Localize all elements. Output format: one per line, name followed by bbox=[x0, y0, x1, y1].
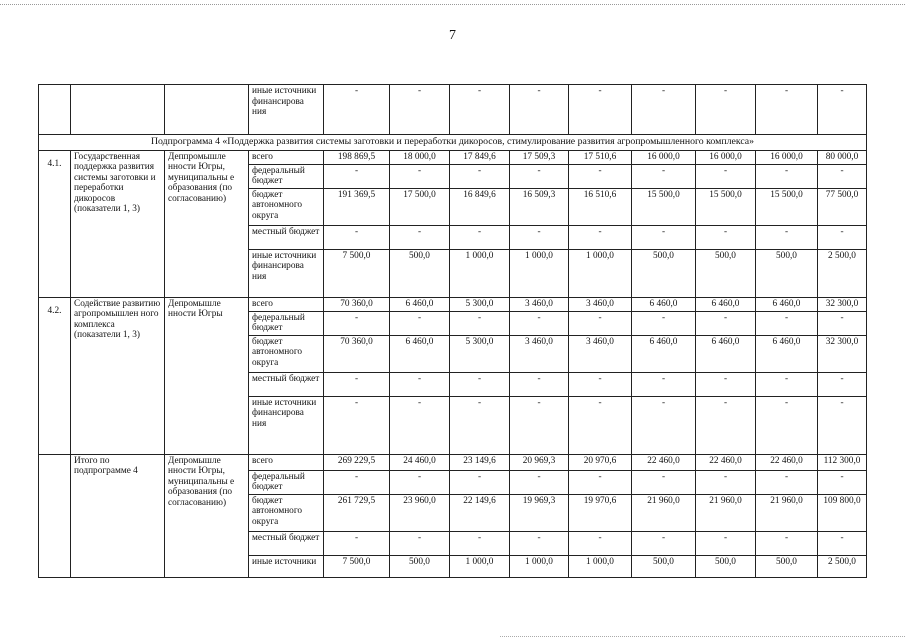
value-cell: 20 970,6 bbox=[569, 454, 632, 470]
value-cell: - bbox=[390, 164, 450, 188]
value-cell: - bbox=[390, 396, 450, 454]
value-cell: 500,0 bbox=[390, 555, 450, 577]
value-cell: - bbox=[569, 531, 632, 555]
source-cell: федеральный бюджет bbox=[249, 470, 324, 494]
value-cell: - bbox=[696, 470, 756, 494]
value-cell: - bbox=[510, 85, 569, 135]
source-cell: бюджет автономного округа bbox=[249, 335, 324, 372]
value-cell: 6 460,0 bbox=[632, 297, 696, 311]
value-cell: - bbox=[632, 85, 696, 135]
value-cell: - bbox=[632, 396, 696, 454]
value-cell: - bbox=[756, 531, 818, 555]
value-cell: - bbox=[324, 164, 390, 188]
value-cell: - bbox=[450, 531, 510, 555]
value-cell: 5 300,0 bbox=[450, 297, 510, 311]
value-cell: 500,0 bbox=[756, 555, 818, 577]
row-executor-cell: Депромышле нности Югры, муниципальны е образования (по согласованию) bbox=[165, 454, 249, 577]
value-cell: - bbox=[324, 396, 390, 454]
value-cell: - bbox=[569, 311, 632, 335]
value-cell: - bbox=[390, 531, 450, 555]
value-cell: 6 460,0 bbox=[390, 297, 450, 311]
value-cell: 500,0 bbox=[632, 555, 696, 577]
value-cell: - bbox=[696, 85, 756, 135]
value-cell: 17 849,6 bbox=[450, 150, 510, 164]
value-cell: - bbox=[632, 311, 696, 335]
value-cell: - bbox=[390, 85, 450, 135]
value-cell: - bbox=[696, 396, 756, 454]
value-cell: 16 000,0 bbox=[756, 150, 818, 164]
value-cell: 6 460,0 bbox=[756, 335, 818, 372]
value-cell: 20 969,3 bbox=[510, 454, 569, 470]
row-number-cell: 4.1. bbox=[39, 150, 71, 297]
subprogram-title: Подпрограмма 4 «Поддержка развития системы заготовки и переработки дикоросов, стимулирование развития агропромышленного комплекса» bbox=[39, 135, 867, 151]
value-cell: - bbox=[510, 311, 569, 335]
value-cell: 15 500,0 bbox=[696, 188, 756, 225]
value-cell: - bbox=[756, 225, 818, 249]
row-executor-cell bbox=[165, 85, 249, 135]
value-cell: - bbox=[632, 470, 696, 494]
value-cell: - bbox=[756, 311, 818, 335]
value-cell: - bbox=[510, 164, 569, 188]
value-cell: - bbox=[390, 470, 450, 494]
value-cell: - bbox=[324, 531, 390, 555]
value-cell: 500,0 bbox=[696, 555, 756, 577]
value-cell: - bbox=[324, 311, 390, 335]
value-cell: 112 300,0 bbox=[818, 454, 867, 470]
value-cell: 22 460,0 bbox=[756, 454, 818, 470]
value-cell: 500,0 bbox=[696, 249, 756, 297]
value-cell: 16 849,6 bbox=[450, 188, 510, 225]
value-cell: 3 460,0 bbox=[569, 297, 632, 311]
value-cell: - bbox=[450, 396, 510, 454]
value-cell: 17 509,3 bbox=[510, 150, 569, 164]
value-cell: 500,0 bbox=[632, 249, 696, 297]
value-cell: - bbox=[632, 372, 696, 396]
value-cell: 17 510,6 bbox=[569, 150, 632, 164]
row-name-cell: Итого по подпрограмме 4 bbox=[71, 454, 165, 577]
value-cell: - bbox=[324, 85, 390, 135]
source-cell: бюджет автономного округа bbox=[249, 188, 324, 225]
value-cell: - bbox=[324, 372, 390, 396]
value-cell: - bbox=[818, 372, 867, 396]
value-cell: 16 000,0 bbox=[696, 150, 756, 164]
value-cell: - bbox=[756, 372, 818, 396]
value-cell: 3 460,0 bbox=[510, 335, 569, 372]
value-cell: - bbox=[632, 225, 696, 249]
row-number-cell: 4.2. bbox=[39, 297, 71, 454]
value-cell: 1 000,0 bbox=[450, 555, 510, 577]
row-number-cell bbox=[39, 85, 71, 135]
value-cell: - bbox=[696, 311, 756, 335]
value-cell: - bbox=[756, 164, 818, 188]
value-cell: 21 960,0 bbox=[696, 494, 756, 531]
value-cell: 32 300,0 bbox=[818, 335, 867, 372]
source-cell: всего bbox=[249, 297, 324, 311]
value-cell: - bbox=[696, 372, 756, 396]
value-cell: 77 500,0 bbox=[818, 188, 867, 225]
value-cell: - bbox=[510, 470, 569, 494]
value-cell: - bbox=[818, 531, 867, 555]
value-cell: - bbox=[696, 531, 756, 555]
row-name-cell: Содействие развитию агропромышлен ного комплекса (показатели 1, 3) bbox=[71, 297, 165, 454]
value-cell: 7 500,0 bbox=[324, 555, 390, 577]
row-executor-cell: Депромышле нности Югры bbox=[165, 297, 249, 454]
value-cell: 2 500,0 bbox=[818, 555, 867, 577]
source-cell: федеральный бюджет bbox=[249, 311, 324, 335]
row-name-cell bbox=[71, 85, 165, 135]
value-cell: 16 509,3 bbox=[510, 188, 569, 225]
value-cell: 32 300,0 bbox=[818, 297, 867, 311]
source-cell: местный бюджет bbox=[249, 372, 324, 396]
value-cell: - bbox=[324, 470, 390, 494]
value-cell: - bbox=[696, 225, 756, 249]
value-cell: 261 729,5 bbox=[324, 494, 390, 531]
value-cell: 6 460,0 bbox=[390, 335, 450, 372]
value-cell: - bbox=[390, 225, 450, 249]
value-cell: 16 000,0 bbox=[632, 150, 696, 164]
value-cell: - bbox=[450, 470, 510, 494]
value-cell: - bbox=[756, 470, 818, 494]
value-cell: 3 460,0 bbox=[510, 297, 569, 311]
value-cell: 21 960,0 bbox=[632, 494, 696, 531]
value-cell: - bbox=[632, 164, 696, 188]
value-cell: - bbox=[390, 311, 450, 335]
value-cell: 6 460,0 bbox=[756, 297, 818, 311]
value-cell: - bbox=[756, 396, 818, 454]
value-cell: 15 500,0 bbox=[632, 188, 696, 225]
value-cell: - bbox=[450, 85, 510, 135]
value-cell: - bbox=[818, 164, 867, 188]
value-cell: 17 500,0 bbox=[390, 188, 450, 225]
value-cell: 3 460,0 bbox=[569, 335, 632, 372]
value-cell: 23 149,6 bbox=[450, 454, 510, 470]
value-cell: - bbox=[569, 396, 632, 454]
value-cell: - bbox=[569, 225, 632, 249]
table-row bbox=[39, 85, 867, 135]
source-cell: местный бюджет bbox=[249, 225, 324, 249]
value-cell: 24 460,0 bbox=[390, 454, 450, 470]
source-cell: всего bbox=[249, 150, 324, 164]
value-cell: - bbox=[450, 311, 510, 335]
value-cell: 1 000,0 bbox=[510, 249, 569, 297]
value-cell: 6 460,0 bbox=[696, 297, 756, 311]
value-cell: 198 869,5 bbox=[324, 150, 390, 164]
scan-artifact-top bbox=[0, 4, 905, 6]
row-executor-cell: Деппромышле нности Югры, муниципальны е образования (по согласованию) bbox=[165, 150, 249, 297]
value-cell: 1 000,0 bbox=[569, 249, 632, 297]
subprogram-header-row bbox=[39, 135, 867, 151]
table-row bbox=[39, 150, 867, 164]
value-cell: 15 500,0 bbox=[756, 188, 818, 225]
value-cell: 21 960,0 bbox=[756, 494, 818, 531]
value-cell: - bbox=[510, 531, 569, 555]
value-cell: 23 960,0 bbox=[390, 494, 450, 531]
value-cell: - bbox=[510, 396, 569, 454]
value-cell: 6 460,0 bbox=[632, 335, 696, 372]
source-cell: иные источники финансирова ния bbox=[249, 85, 324, 135]
value-cell: 1 000,0 bbox=[510, 555, 569, 577]
scan-artifact-bottom bbox=[500, 636, 905, 638]
value-cell: 22 460,0 bbox=[696, 454, 756, 470]
table-row bbox=[39, 454, 867, 470]
source-cell: местный бюджет bbox=[249, 531, 324, 555]
source-cell: иные источники bbox=[249, 555, 324, 577]
value-cell: - bbox=[510, 225, 569, 249]
value-cell: - bbox=[450, 372, 510, 396]
value-cell: 70 360,0 bbox=[324, 297, 390, 311]
value-cell: 109 800,0 bbox=[818, 494, 867, 531]
value-cell: 269 229,5 bbox=[324, 454, 390, 470]
value-cell: - bbox=[324, 225, 390, 249]
source-cell: иные источники финансирова ния bbox=[249, 396, 324, 454]
value-cell: - bbox=[569, 470, 632, 494]
value-cell: 1 000,0 bbox=[569, 555, 632, 577]
value-cell: 18 000,0 bbox=[390, 150, 450, 164]
value-cell: - bbox=[756, 85, 818, 135]
value-cell: 80 000,0 bbox=[818, 150, 867, 164]
value-cell: - bbox=[818, 85, 867, 135]
value-cell: - bbox=[390, 372, 450, 396]
value-cell: - bbox=[632, 531, 696, 555]
value-cell: - bbox=[818, 396, 867, 454]
value-cell: 5 300,0 bbox=[450, 335, 510, 372]
value-cell: - bbox=[818, 225, 867, 249]
value-cell: - bbox=[818, 311, 867, 335]
budget-table-body bbox=[39, 85, 867, 578]
source-cell: всего bbox=[249, 454, 324, 470]
value-cell: - bbox=[569, 164, 632, 188]
value-cell: 500,0 bbox=[390, 249, 450, 297]
value-cell: - bbox=[569, 85, 632, 135]
value-cell: 1 000,0 bbox=[450, 249, 510, 297]
value-cell: 19 970,6 bbox=[569, 494, 632, 531]
value-cell: 7 500,0 bbox=[324, 249, 390, 297]
value-cell: 2 500,0 bbox=[818, 249, 867, 297]
value-cell: 6 460,0 bbox=[696, 335, 756, 372]
value-cell: - bbox=[510, 372, 569, 396]
value-cell: - bbox=[696, 164, 756, 188]
value-cell: 16 510,6 bbox=[569, 188, 632, 225]
value-cell: 500,0 bbox=[756, 249, 818, 297]
table-row bbox=[39, 297, 867, 311]
value-cell: 19 969,3 bbox=[510, 494, 569, 531]
source-cell: федеральный бюджет bbox=[249, 164, 324, 188]
source-cell: бюджет автономного округа bbox=[249, 494, 324, 531]
value-cell: - bbox=[569, 372, 632, 396]
page-number: 7 bbox=[449, 28, 456, 43]
value-cell: - bbox=[450, 164, 510, 188]
value-cell: 70 360,0 bbox=[324, 335, 390, 372]
value-cell: 191 369,5 bbox=[324, 188, 390, 225]
row-number-cell bbox=[39, 454, 71, 577]
value-cell: 22 149,6 bbox=[450, 494, 510, 531]
budget-table bbox=[38, 84, 867, 578]
value-cell: 22 460,0 bbox=[632, 454, 696, 470]
row-name-cell: Государственная поддержка развития системы заготовки и переработки дикоросов (показатели 1, 3) bbox=[71, 150, 165, 297]
source-cell: иные источники финансирова ния bbox=[249, 249, 324, 297]
value-cell: - bbox=[818, 470, 867, 494]
value-cell: - bbox=[450, 225, 510, 249]
